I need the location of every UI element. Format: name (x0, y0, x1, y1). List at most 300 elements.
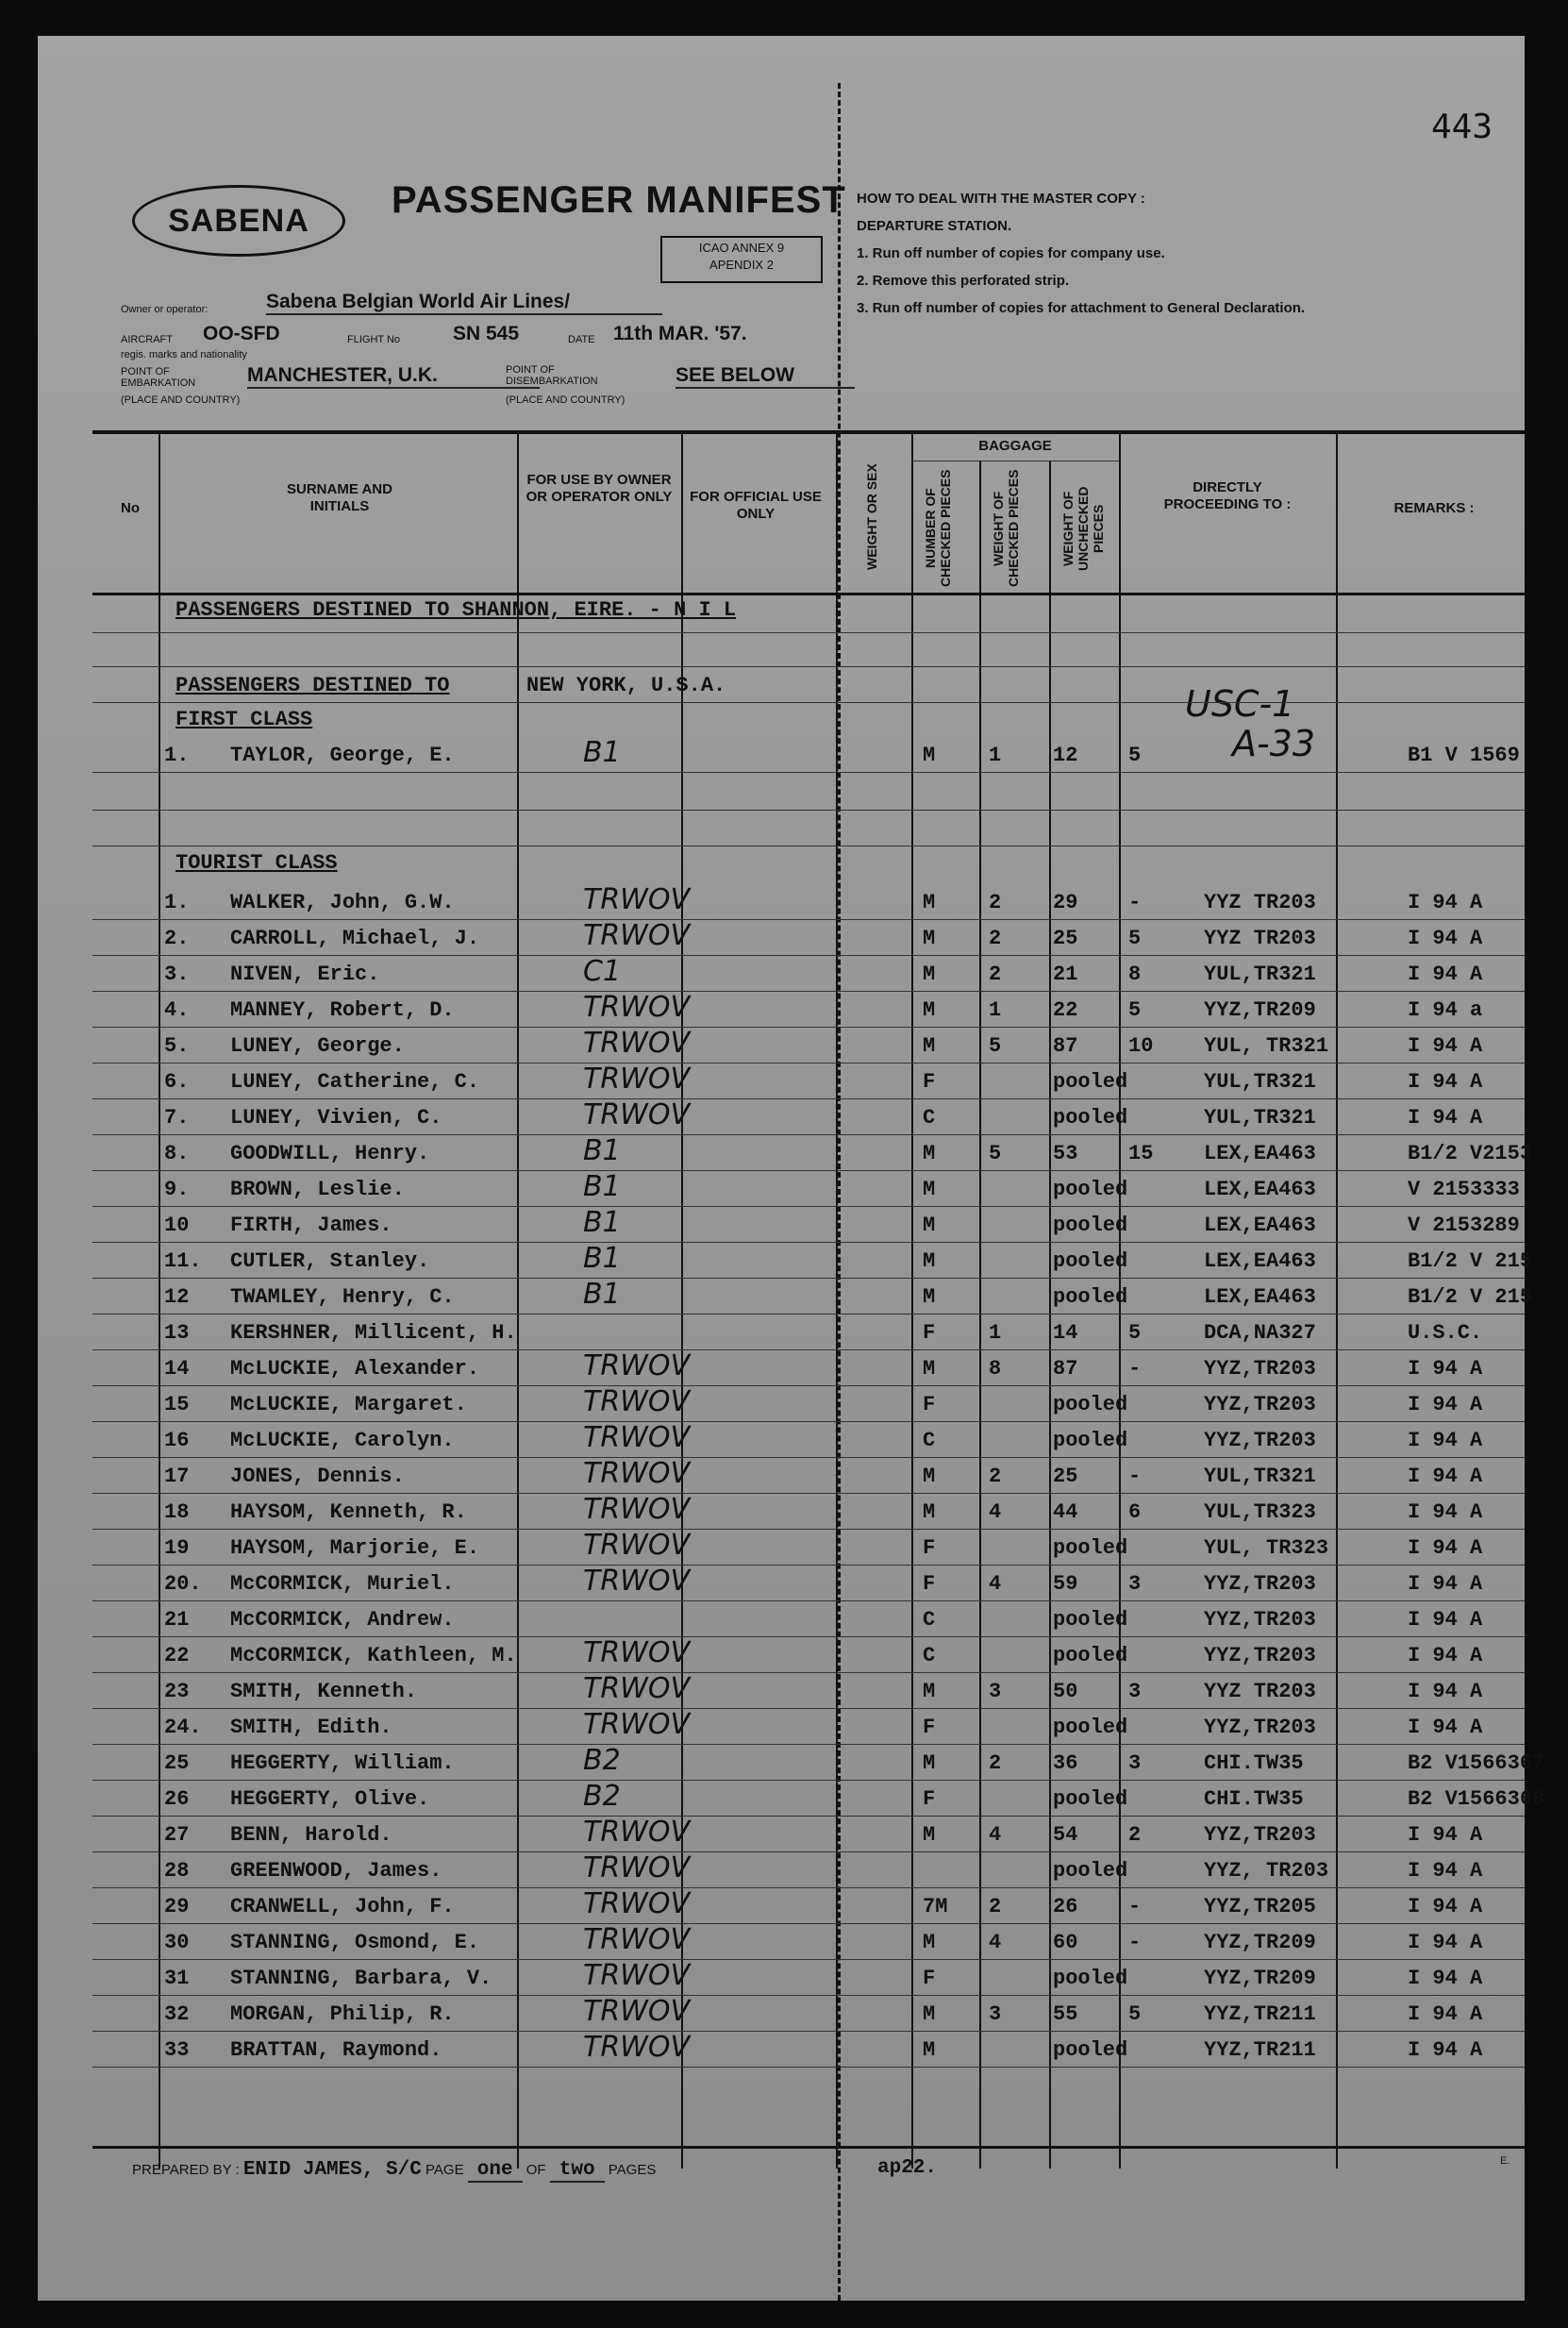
sex: M (923, 2002, 936, 2026)
row-rule (92, 772, 1525, 773)
owner-mark: TRWOV (583, 991, 690, 1024)
checked-weight: pooled (1053, 1967, 1128, 1990)
owner-mark: TRWOV (583, 1421, 690, 1454)
sex: M (923, 891, 936, 914)
row-rule (92, 632, 1525, 633)
sabena-logo: SABENA (132, 185, 345, 257)
row-rule (92, 1134, 1525, 1135)
row-number: 27 (164, 1823, 190, 1847)
destination: YYZ TR203 (1204, 927, 1316, 950)
sex: M (923, 963, 936, 986)
unchecked-weight: 3 (1128, 1572, 1142, 1596)
passenger-name: LUNEY, Vivien, C. (230, 1106, 442, 1130)
col-weight-sex: WEIGHT OR SEX (864, 463, 879, 571)
unchecked-weight: 15 (1128, 1142, 1154, 1165)
table-row (92, 1710, 1525, 1746)
owner-mark: TRWOV (583, 1063, 690, 1096)
remarks: I 94 A (1408, 1034, 1483, 1058)
remarks: I 94 A (1408, 963, 1483, 986)
row-rule (92, 1278, 1525, 1279)
owner-mark: TRWOV (583, 1385, 690, 1418)
checked-weight: 26 (1053, 1895, 1078, 1918)
aircraft-value: OO-SFD (203, 323, 280, 344)
row-rule (92, 666, 1525, 667)
passenger-name: SMITH, Kenneth. (230, 1680, 418, 1703)
unchecked-weight: 8 (1128, 963, 1142, 986)
row-number: 20. (164, 1572, 202, 1596)
row-rule (92, 2067, 1525, 2068)
checked-weight: 25 (1053, 1465, 1078, 1488)
passenger-name: HEGGERTY, William. (230, 1751, 455, 1775)
checked-pieces: 5 (989, 1142, 1002, 1165)
passenger-name: GOODWILL, Henry. (230, 1142, 430, 1165)
destination: YYZ,TR209 (1204, 1931, 1316, 1954)
table-row (92, 1566, 1525, 1602)
date-value: 11th MAR. '57. (613, 323, 747, 344)
manifest-page (38, 36, 1545, 2301)
checked-weight: 87 (1053, 1357, 1078, 1381)
remarks: I 94 A (1408, 1859, 1483, 1883)
checked-pieces: 1 (989, 744, 1002, 767)
checked-pieces: 2 (989, 927, 1002, 950)
destination: YYZ,TR209 (1204, 998, 1316, 1022)
row-number: 11. (164, 1249, 202, 1273)
passenger-name: McLUCKIE, Alexander. (230, 1357, 480, 1381)
sex: M (923, 744, 936, 767)
remarks: I 94 A (1408, 1716, 1483, 1739)
checked-weight: 53 (1053, 1142, 1078, 1165)
footer-code: ap22. (877, 2157, 938, 2179)
remarks: I 94 A (1408, 927, 1483, 950)
unchecked-weight: 5 (1128, 927, 1142, 950)
sex: M (923, 1465, 936, 1488)
remarks: I 94 A (1408, 1429, 1483, 1452)
table-row (92, 1925, 1525, 1961)
remarks: I 94 A (1408, 1680, 1483, 1703)
unchecked-weight: 5 (1128, 998, 1142, 1022)
table-row (92, 1780, 1545, 1817)
destination: LEX,EA463 (1204, 1142, 1316, 1165)
flight-label: FLIGHT No (347, 334, 401, 345)
unchecked-weight: - (1128, 891, 1142, 914)
table-row (92, 2033, 1525, 2068)
sex: C (923, 1644, 936, 1667)
owner-mark: TRWOV (583, 1493, 690, 1526)
row-number: 22 (164, 1644, 190, 1667)
sex: F (923, 1393, 936, 1416)
row-rule (92, 1744, 1525, 1745)
footer (132, 2159, 656, 2181)
row-rule (92, 810, 1525, 811)
destination: YYZ,TR211 (1204, 2002, 1316, 2026)
sex: F (923, 1321, 936, 1345)
checked-weight: 25 (1053, 927, 1078, 950)
passenger-name: HEGGERTY, Olive. (230, 1787, 430, 1811)
row-number: 32 (164, 2002, 190, 2026)
checked-weight: pooled (1053, 1106, 1128, 1130)
passenger-name: BRATTAN, Raymond. (230, 2038, 442, 2062)
passenger-name: BROWN, Leslie. (230, 1178, 405, 1201)
table-row (92, 1208, 1525, 1244)
passenger-name: WALKER, John, G.W. (230, 891, 455, 914)
annotation-a33: A-33 (1232, 723, 1316, 764)
table-row (92, 1961, 1525, 1997)
checked-weight: 29 (1053, 891, 1078, 914)
col-baggage: BAGGAGE (978, 438, 1052, 454)
col-weight-checked: WEIGHT OF CHECKED PIECES (991, 469, 1021, 588)
destination: YYZ,TR203 (1204, 1393, 1316, 1416)
checked-weight: 14 (1053, 1321, 1078, 1345)
owner-mark: B2 (583, 1744, 621, 1777)
destination: YYZ,TR203 (1204, 1644, 1316, 1667)
embark-label: POINT OF EMBARKATION (121, 366, 196, 389)
col-official-use: FOR OFFICIAL USE ONLY (690, 489, 822, 522)
row-rule (92, 2031, 1525, 2032)
section-newyork-dest: NEW YORK, U.S.A. (526, 674, 726, 697)
row-rule (92, 1027, 1525, 1028)
destination: YYZ,TR203 (1204, 1357, 1316, 1381)
icao-box: ICAO ANNEX 9 APENDIX 2 (660, 236, 823, 283)
checked-pieces: 4 (989, 1572, 1002, 1596)
checked-weight: pooled (1053, 1249, 1128, 1273)
disembark-value: SEE BELOW (676, 364, 855, 389)
row-number: 5. (164, 1034, 190, 1058)
destination: YYZ TR203 (1204, 891, 1316, 914)
unchecked-weight: 6 (1128, 1500, 1142, 1524)
sex: M (923, 1751, 936, 1775)
destination: DCA,NA327 (1204, 1321, 1316, 1345)
checked-weight: pooled (1053, 2038, 1128, 2062)
destination: YUL, TR321 (1204, 1034, 1329, 1058)
row-number: 9. (164, 1178, 190, 1201)
passenger-name: SMITH, Edith. (230, 1716, 392, 1739)
corner-mark: E. (1500, 2155, 1510, 2167)
checked-weight: 44 (1053, 1500, 1078, 1524)
checked-weight: pooled (1053, 1644, 1128, 1667)
table-row (92, 1029, 1525, 1064)
pages-label: PAGES (608, 2162, 657, 2178)
row-number: 7. (164, 1106, 190, 1130)
destination: YUL,TR323 (1204, 1500, 1316, 1524)
sex: M (923, 1500, 936, 1524)
passenger-name: HAYSOM, Marjorie, E. (230, 1536, 480, 1560)
remarks: B1 V 1569 (1408, 744, 1520, 767)
table-row (92, 1172, 1525, 1208)
checked-weight: pooled (1053, 1787, 1128, 1811)
col-owner-use: FOR USE BY OWNER OR OPERATOR ONLY (525, 472, 673, 505)
table-row (92, 1744, 1545, 1782)
passenger-name: McLUCKIE, Margaret. (230, 1393, 467, 1416)
row-rule (92, 1995, 1525, 1996)
sex: M (923, 927, 936, 950)
regis-label: regis. marks and nationality (121, 349, 247, 360)
row-rule (92, 955, 1525, 956)
table-row (92, 993, 1525, 1029)
row-rule (92, 919, 1525, 920)
row-rule (92, 1493, 1525, 1494)
table-row (92, 1242, 1533, 1280)
owner-mark: C1 (583, 955, 622, 988)
remarks: U.S.C. (1408, 1321, 1483, 1345)
destination: YYZ,TR205 (1204, 1895, 1316, 1918)
remarks: I 94 A (1408, 1465, 1483, 1488)
sex: C (923, 1429, 936, 1452)
owner-mark: TRWOV (583, 1923, 690, 1956)
checked-weight: 55 (1053, 2002, 1078, 2026)
row-number: 10 (164, 1214, 190, 1237)
remarks: V 2153333 (1408, 1178, 1520, 1201)
checked-pieces: 5 (989, 1034, 1002, 1058)
of-label: OF (525, 2162, 546, 2178)
checked-weight: pooled (1053, 1716, 1128, 1739)
passenger-name: STANNING, Barbara, V. (230, 1967, 492, 1990)
owner-mark: TRWOV (583, 2031, 690, 2064)
owner-mark: TRWOV (583, 1098, 690, 1131)
passenger-name: LUNEY, Catherine, C. (230, 1070, 480, 1094)
row-number: 33 (164, 2038, 190, 2062)
sex: M (923, 1249, 936, 1273)
row-rule (92, 1063, 1525, 1064)
instructions: HOW TO DEAL WITH THE MASTER COPY : DEPARTURE STATION. 1. Run off number of copies for company use. 2. Remove this perforated strip. 3. Run off number of copies for attachment to General Declaration. (857, 191, 1306, 316)
prepared-by: ENID JAMES, S/C (242, 2159, 422, 2181)
remarks: I 94 A (1408, 1895, 1483, 1918)
owner-mark: B2 (583, 1780, 621, 1813)
row-number: 16 (164, 1429, 190, 1452)
row-rule (92, 702, 1525, 703)
owner-mark: TRWOV (583, 1708, 690, 1741)
flight-no: SN 545 (453, 323, 520, 344)
destination: LEX,EA463 (1204, 1285, 1316, 1309)
passenger-name: KERSHNER, Millicent, H. (230, 1321, 517, 1345)
row-rule (92, 1314, 1525, 1315)
disembark-place-label: (PLACE AND COUNTRY) (506, 394, 626, 406)
col-num-checked: NUMBER OF CHECKED PIECES (923, 469, 953, 588)
destination: YYZ,TR203 (1204, 1823, 1316, 1847)
passenger-name: McCORMICK, Kathleen, M. (230, 1644, 517, 1667)
passenger-name: TAYLOR, George, E. (230, 744, 455, 767)
owner-mark: B1 (583, 1170, 621, 1203)
sex: F (923, 1967, 936, 1990)
remarks: I 94 A (1408, 1931, 1483, 1954)
row-number: 6. (164, 1070, 190, 1094)
unchecked-weight: - (1128, 1465, 1142, 1488)
unchecked-weight: 3 (1128, 1751, 1142, 1775)
date-label: DATE (568, 334, 595, 345)
row-number: 12 (164, 1285, 190, 1309)
table-row (92, 1064, 1525, 1100)
destination: YYZ, TR203 (1204, 1859, 1329, 1883)
table-row (92, 1315, 1525, 1351)
table-row (92, 1278, 1533, 1315)
row-rule (92, 1421, 1525, 1422)
remarks: B1/2 V 215 (1408, 1249, 1533, 1273)
checked-pieces: 8 (989, 1357, 1002, 1381)
sex: M (923, 1680, 936, 1703)
page-title: PASSENGER MANIFEST (392, 179, 846, 221)
destination: YYZ,TR203 (1204, 1572, 1316, 1596)
checked-weight: pooled (1053, 1536, 1128, 1560)
table-row (92, 1134, 1533, 1172)
disembark-label: POINT OF DISEMBARKATION (506, 364, 598, 387)
sex: F (923, 1716, 936, 1739)
destination: LEX,EA463 (1204, 1178, 1316, 1201)
destination: YUL,TR321 (1204, 1465, 1316, 1488)
remarks: I 94 a (1408, 998, 1483, 1022)
col-proceeding: DIRECTLY PROCEEDING TO : (1163, 479, 1292, 512)
sex: C (923, 1106, 936, 1130)
page-value: one (468, 2159, 523, 2183)
checked-pieces: 1 (989, 998, 1002, 1022)
row-rule (92, 1959, 1525, 1960)
unchecked-weight: - (1128, 1895, 1142, 1918)
remarks: I 94 A (1408, 1106, 1483, 1130)
checked-weight: pooled (1053, 1608, 1128, 1632)
row-rule (92, 1457, 1525, 1458)
passenger-name: STANNING, Osmond, E. (230, 1931, 480, 1954)
aircraft-label: AIRCRAFT (121, 334, 173, 345)
destination: LEX,EA463 (1204, 1249, 1316, 1273)
sex: F (923, 1787, 936, 1811)
checked-weight: pooled (1053, 1859, 1128, 1883)
owner-mark: TRWOV (583, 1636, 690, 1669)
remarks: I 94 A (1408, 1608, 1483, 1632)
table-row (92, 1423, 1525, 1459)
page-label: PAGE (425, 2162, 464, 2178)
row-number: 1. (164, 891, 190, 914)
row-number: 2. (164, 927, 190, 950)
unchecked-weight: 5 (1128, 2002, 1142, 2026)
page-number: 443 (1430, 108, 1493, 146)
passenger-name: NIVEN, Eric. (230, 963, 380, 986)
remarks: I 94 A (1408, 1572, 1483, 1596)
owner-mark: TRWOV (583, 1349, 690, 1382)
checked-weight: pooled (1053, 1070, 1128, 1094)
passenger-name: CUTLER, Stanley. (230, 1249, 430, 1273)
table-row (92, 1602, 1525, 1638)
owner-value: Sabena Belgian World Air Lines/ (266, 291, 662, 315)
remarks: B1/2 V 215 (1408, 1285, 1533, 1309)
checked-pieces: 2 (989, 1465, 1002, 1488)
unchecked-weight: 2 (1128, 1823, 1142, 1847)
col-weight-unchecked: WEIGHT OF UNCHECKED PIECES (1060, 486, 1106, 571)
row-rule (92, 1636, 1525, 1637)
unchecked-weight: 10 (1128, 1034, 1154, 1058)
passenger-name: JONES, Dennis. (230, 1465, 405, 1488)
table-row (92, 1387, 1525, 1423)
sex: 7M (923, 1895, 948, 1918)
section-shannon: PASSENGERS DESTINED TO SHANNON, EIRE. - N I L (175, 598, 737, 622)
owner-label: Owner or operator: (121, 304, 209, 315)
unchecked-weight: 3 (1128, 1680, 1142, 1703)
checked-weight: pooled (1053, 1178, 1128, 1201)
checked-weight: 36 (1053, 1751, 1078, 1775)
col-remarks: REMARKS : (1393, 500, 1475, 516)
table-row (92, 1495, 1525, 1531)
table-row (92, 1531, 1525, 1566)
table-row (92, 1674, 1525, 1710)
row-rule (92, 1206, 1525, 1207)
passenger-name: GREENWOOD, James. (230, 1859, 442, 1883)
sex: F (923, 1070, 936, 1094)
checked-pieces: 2 (989, 891, 1002, 914)
owner-mark: TRWOV (583, 1027, 690, 1060)
table-row (92, 1889, 1525, 1925)
checked-pieces: 2 (989, 1751, 1002, 1775)
remarks: I 94 A (1408, 1644, 1483, 1667)
table-top-rule (92, 430, 1525, 434)
remarks: I 94 A (1408, 1967, 1483, 1990)
table-row (92, 1997, 1525, 2033)
passenger-name: HAYSOM, Kenneth, R. (230, 1500, 467, 1524)
sex: M (923, 1142, 936, 1165)
row-number: 23 (164, 1680, 190, 1703)
destination: YYZ,TR203 (1204, 1716, 1316, 1739)
of-value: two (550, 2159, 605, 2183)
destination: YUL, TR323 (1204, 1536, 1329, 1560)
checked-weight: 59 (1053, 1572, 1078, 1596)
unchecked-weight: 5 (1128, 744, 1142, 767)
sex: M (923, 998, 936, 1022)
owner-mark: B1 (583, 1278, 621, 1311)
section-tourist-class: TOURIST CLASS (175, 851, 338, 875)
destination: YUL,TR321 (1204, 1070, 1316, 1094)
checked-pieces: 4 (989, 1500, 1002, 1524)
table-row (92, 1100, 1525, 1136)
destination: CHI.TW35 (1204, 1751, 1304, 1775)
passenger-name: MANNEY, Robert, D. (230, 998, 455, 1022)
unchecked-weight: - (1128, 1357, 1142, 1381)
row-number: 30 (164, 1931, 190, 1954)
row-number: 14 (164, 1357, 190, 1381)
table-row (92, 1817, 1525, 1853)
row-rule (92, 1923, 1525, 1924)
row-rule (92, 1242, 1525, 1243)
sex: F (923, 1536, 936, 1560)
row-number: 4. (164, 998, 190, 1022)
row-rule (92, 1887, 1525, 1888)
passenger-name: McCORMICK, Andrew. (230, 1608, 455, 1632)
destination: YYZ,TR209 (1204, 1967, 1316, 1990)
owner-mark: TRWOV (583, 1816, 690, 1849)
row-number: 3. (164, 963, 190, 986)
destination: YYZ,TR211 (1204, 2038, 1316, 2062)
row-rule (92, 1780, 1525, 1781)
checked-weight: pooled (1053, 1285, 1128, 1309)
checked-weight: 21 (1053, 963, 1078, 986)
remarks: I 94 A (1408, 1823, 1483, 1847)
row-number: 31 (164, 1967, 190, 1990)
owner-mark: B1 (583, 1206, 621, 1239)
owner-mark: TRWOV (583, 919, 690, 952)
owner-mark: B1 (583, 736, 621, 769)
destination: CHI.TW35 (1204, 1787, 1304, 1811)
table-row (92, 1459, 1525, 1495)
sex: M (923, 1034, 936, 1058)
sex: M (923, 1931, 936, 1954)
row-rule (92, 1816, 1525, 1817)
row-rule (92, 1170, 1525, 1171)
row-number: 8. (164, 1142, 190, 1165)
checked-weight: 60 (1053, 1931, 1078, 1954)
row-number: 19 (164, 1536, 190, 1560)
checked-pieces: 4 (989, 1931, 1002, 1954)
table-row (92, 921, 1525, 957)
row-number: 13 (164, 1321, 190, 1345)
owner-mark: TRWOV (583, 1457, 690, 1490)
passenger-name: McLUCKIE, Carolyn. (230, 1429, 455, 1452)
passenger-name: CARROLL, Michael, J. (230, 927, 480, 950)
destination: YUL,TR321 (1204, 1106, 1316, 1130)
